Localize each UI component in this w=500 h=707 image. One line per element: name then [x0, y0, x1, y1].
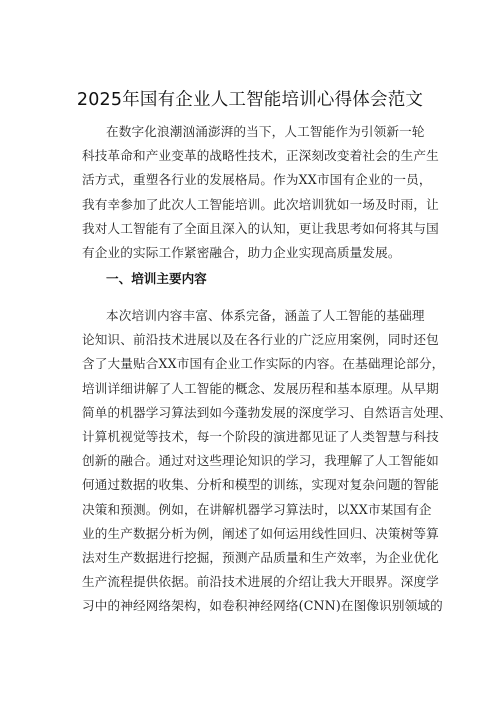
- section-paragraph-line: 法对生产数据进行挖掘，预测产品质量和生产效率，为企业优化: [82, 550, 439, 565]
- section-paragraph-line: 生产流程提供依据。前沿技术进展的介绍让我大开眼界。深度学: [82, 574, 439, 590]
- section-paragraph-line: 本次培训内容丰富、体系完备，涵盖了人工智能的基础理: [106, 308, 425, 323]
- section-paragraph-line: 论知识、前沿技术进展以及在各行业的广泛应用案例，同时还包: [82, 332, 439, 348]
- intro-paragraph-line: 有企业的实际工作紧密融合，助力企业实现高质量发展。: [82, 245, 401, 260]
- section-paragraph-line: 何通过数据的收集、分析和模型的训练，实现对复杂问题的智能: [82, 477, 439, 493]
- section-paragraph-line: 决策和预测。例如，在讲解机器学习算法时，以XX市某国有企: [82, 501, 432, 517]
- document-title: 2025年国有企业人工智能培训心得体会范文: [76, 90, 424, 110]
- section-paragraph-line: 计算机视觉等技术，每一个阶段的演进都见证了人类智慧与科技: [82, 429, 439, 444]
- section-paragraph-line: 培训详细讲解了人工智能的概念、发展历程和基本原理。从早期: [82, 380, 439, 396]
- intro-paragraph-line: 在数字化浪潮汹涌澎湃的当下，人工智能作为引领新一轮: [106, 124, 425, 139]
- section-paragraph-line: 简单的机器学习算法到如今蓬勃发展的深度学习、自然语言处理、: [82, 404, 452, 420]
- intro-paragraph-line: 活方式，重塑各行业的发展格局。作为XX市国有企业的一员，: [82, 172, 432, 188]
- section-paragraph-line: 创新的融合。通过对这些理论知识的学习，我理解了人工智能如: [82, 453, 439, 469]
- section-paragraph-line: 业的生产数据分析为例，阐述了如何运用线性回归、决策树等算: [82, 525, 439, 541]
- section-paragraph-line: 含了大量贴合XX市国有企业工作实际的内容。在基础理论部分，: [82, 356, 445, 372]
- section-heading: 一、培训主要内容: [106, 271, 207, 286]
- intro-paragraph-line: 我有幸参加了此次人工智能培训。此次培训犹如一场及时雨，让: [82, 196, 439, 212]
- section-paragraph-line: 习中的神经网络架构，如卷积神经网络(CNN)在图像识别领域的: [82, 598, 443, 614]
- intro-paragraph-line: 科技革命和产业变革的战略性技术，正深刻改变着社会的生产生: [82, 148, 439, 164]
- intro-paragraph-line: 我对人工智能有了全面且深入的认知，更让我思考如何将其与国: [82, 220, 439, 236]
